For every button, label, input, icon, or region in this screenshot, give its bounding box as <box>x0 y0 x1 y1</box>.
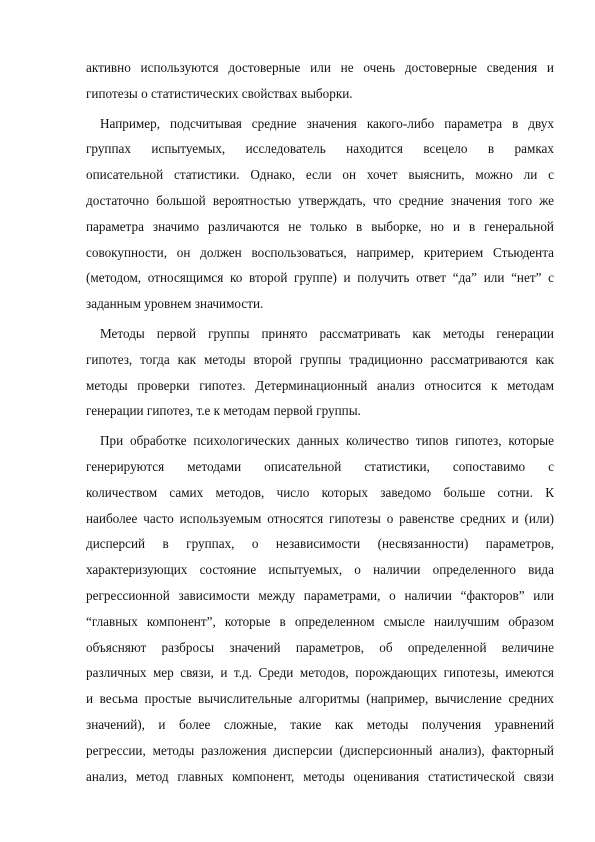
paragraph-3 <box>86 321 554 424</box>
text-line: количеством самих методов, число которых заведомо больше сотни. К <box>86 484 554 500</box>
text-line: характеризующих состояние испытуемых, о наличии определенного вида <box>86 562 554 578</box>
text-line: дисперсий в группах, о независимости (несвязанности) параметров, <box>86 536 554 552</box>
text-line: параметра значимо различаются не только в выборке, но и в генеральной <box>86 218 554 234</box>
text-line: гипотезы о статистических свойствах выборки. <box>86 85 353 101</box>
text-line: “главных компонент”, которые в определенном смысле наилучшим образом <box>86 613 554 629</box>
text-line: При обработке психологических данных количество типов гипотез, которые <box>100 433 554 449</box>
paragraph-2 <box>86 111 554 317</box>
text-line: наиболее часто используемым относятся гипотезы о равенстве средних и (или) <box>86 510 554 526</box>
text-line: генерируются методами описательной статистики, сопоставимо с <box>86 458 554 474</box>
text-line: значений), и более сложные, такие как методы получения уравнений <box>86 716 554 732</box>
text-line: методы проверки гипотез. Детерминационный анализ относится к методам <box>86 377 554 393</box>
paragraph-4 <box>86 428 554 789</box>
text-line: регрессии, методы разложения дисперсии (дисперсионный анализ), факторный <box>86 742 554 758</box>
text-line: активно используются достоверные или не очень достоверные сведения и <box>86 60 554 75</box>
document-body <box>86 55 554 793</box>
text-line: гипотез, тогда как методы второй группы традиционно рассматриваются как <box>86 351 554 367</box>
text-line: различных мер связи, и т.д. Среди методов, порождающих гипотезы, имеются <box>86 665 554 681</box>
text-line: описательной статистики. Однако, если он хочет выяснить, можно ли с <box>86 167 554 183</box>
text-line: совокупности, он должен воспользоваться, например, критерием Стьюдента <box>86 244 554 260</box>
text-line: анализ, метод главных компонент, методы оценивания статистической связи <box>86 768 554 784</box>
text-line: Методы первой группы принято рассматривать как методы генерации <box>100 325 554 341</box>
text-line: группах испытуемых, исследователь находится всецело в рамках <box>86 141 554 157</box>
text-line: (методом, относящимся ко второй группе) и получить ответ “да” или “нет” с <box>86 270 554 286</box>
text-line: заданным уровнем значимости. <box>86 296 264 312</box>
text-line: и весьма простые вычислительные алгоритмы (например, вычисление средних <box>86 691 554 707</box>
text-line: объясняют разбросы значений параметров, об определенной величине <box>86 639 554 655</box>
text-line: Например, подсчитывая средние значения какого-либо параметра в двух <box>100 115 554 131</box>
paragraph-1 <box>86 55 554 107</box>
text-line: регрессионной зависимости между параметрами, о наличии “факторов” или <box>86 587 554 603</box>
text-line: достаточно большой вероятностью утверждать, что средние значения того же <box>86 192 554 208</box>
text-line: генерации гипотез, т.е к методам первой группы. <box>86 403 361 419</box>
